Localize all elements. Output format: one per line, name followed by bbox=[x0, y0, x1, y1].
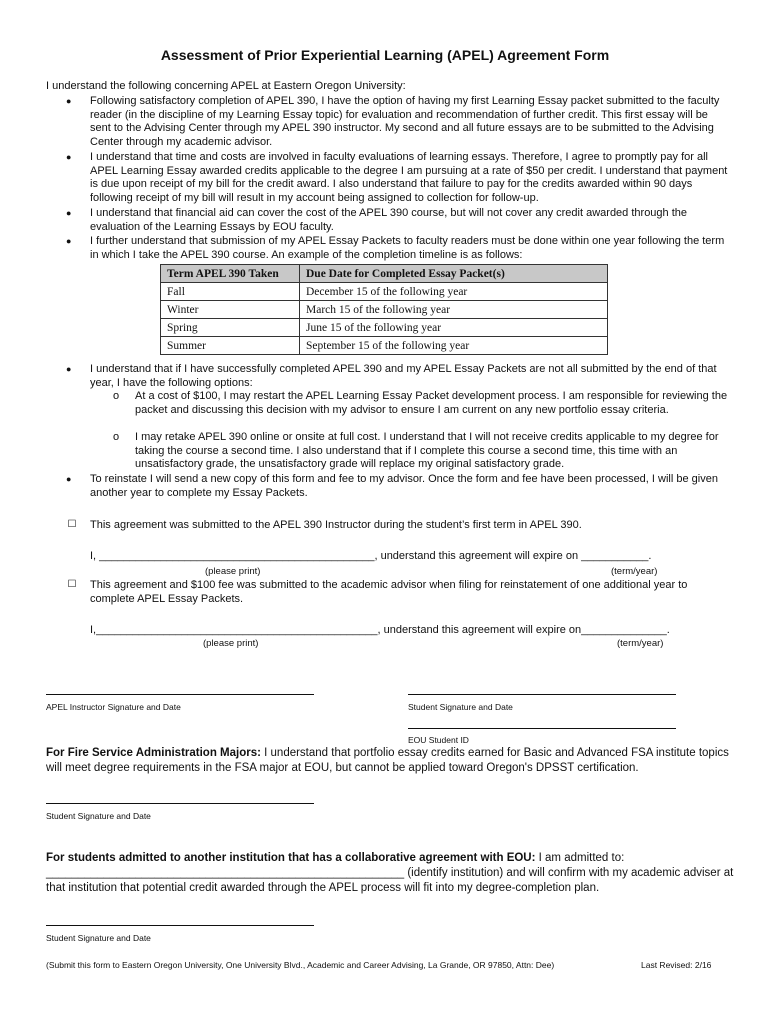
instructor-signature-line[interactable] bbox=[46, 694, 314, 695]
table-row bbox=[161, 319, 608, 337]
instructor-signature-label: APEL Instructor Signature and Date bbox=[46, 702, 181, 712]
fsa-signature-label: Student Signature and Date bbox=[46, 811, 151, 821]
fsa-signature-line[interactable] bbox=[46, 803, 314, 804]
circle-bullet-icon: o bbox=[113, 431, 120, 443]
last-revised: Last Revised: 2/16 bbox=[641, 960, 712, 970]
table-cell: March 15 of the following year bbox=[300, 301, 608, 319]
circle-bullet-icon: o bbox=[113, 390, 120, 402]
table-row bbox=[161, 283, 608, 301]
collab-signature-label: Student Signature and Date bbox=[46, 933, 151, 943]
student-signature-label: Student Signature and Date bbox=[408, 702, 513, 712]
fsa-text: I understand that portfolio essay credits earned for Basic and Advanced FSA institute topics will meet degree requirements in the FSA major at EOU, but cannot be applied toward Oregon's DPSST certification. bbox=[46, 747, 729, 774]
table-cell: September 15 of the following year bbox=[300, 337, 608, 355]
student-id-line[interactable] bbox=[408, 728, 676, 729]
collab-paragraph bbox=[46, 851, 746, 896]
collab-signature-line[interactable] bbox=[46, 925, 314, 926]
table-row bbox=[161, 301, 608, 319]
bullet-text: To reinstate I will send a new copy of this form and fee to my advisor. Once the form and fee have been processed, I will be given another year to complete my Essay Packets. bbox=[90, 473, 718, 499]
agreement-instructor-name-line[interactable]: I, _____________________________________________, understand this agreement will expire on ___________. bbox=[90, 550, 652, 562]
table-cell: December 15 of the following year bbox=[300, 283, 608, 301]
student-signature-line[interactable] bbox=[408, 694, 676, 695]
form-title: Assessment of Prior Experiential Learning (APEL) Agreement Form bbox=[160, 47, 610, 63]
collab-institution-line[interactable]: ________________________________________________________ (identify institution) and will confirm with my academic adviser at that institution that potential credit awarded through the APEL process will fit into my degree-completion plan. bbox=[46, 867, 734, 894]
agreement-reinstatement-checkbox[interactable]: ☐ bbox=[67, 579, 77, 590]
please-print-label: (please print) bbox=[203, 638, 259, 649]
student-id-label: EOU Student ID bbox=[408, 735, 469, 745]
bullet-text: I understand that if I have successfully completed APEL 390 and my APEL Essay Packets are not all submitted by the end of that year, I have the following options: bbox=[90, 363, 717, 389]
sub-option-text: At a cost of $100, I may restart the APEL Learning Essay Packet development process. I am responsible for reviewing the packet and discussing this decision with my advisor to ensure I am current on any new portfolio essay criteria. bbox=[135, 390, 728, 416]
collab-text: I am admitted to: bbox=[535, 852, 625, 864]
fsa-heading: For Fire Service Administration Majors: bbox=[46, 747, 261, 759]
bullet-text: I further understand that submission of my APEL Essay Packets to faculty readers must be done within one year following the term in which I take the APEL 390 course. An example of the completion timeline is as follows: bbox=[90, 235, 725, 261]
bullet-icon: ● bbox=[66, 208, 72, 218]
timeline-table bbox=[160, 264, 608, 355]
bullet-icon: ● bbox=[66, 474, 72, 484]
bullet-text: I understand that time and costs are involved in faculty evaluations of learning essays. Therefore, I agree to promptly pay for all APEL Learning Essay awarded credits applicable to the degree I am pursuing at a rate of $50 per credit. I understand that payment is due upon receipt of my bill for the credit award. I also understand that failure to pay for the credits awarded within 90 days following receipt of my bill will result in my account being assigned to collection for follow-up. bbox=[90, 151, 728, 204]
term-year-label: (term/year) bbox=[617, 638, 664, 649]
table-row bbox=[161, 337, 608, 355]
please-print-label: (please print) bbox=[205, 566, 261, 577]
bullet-icon: ● bbox=[66, 96, 72, 106]
table-cell: June 15 of the following year bbox=[300, 319, 608, 337]
collab-heading: For students admitted to another institution that has a collaborative agreement with EOU: bbox=[46, 852, 536, 864]
fsa-paragraph bbox=[46, 746, 736, 776]
submit-instructions: (Submit this form to Eastern Oregon University, One University Blvd., Academic and Career Advising, La Grande, OR 97850, Attn: Dee) bbox=[46, 960, 555, 970]
table-cell: Fall bbox=[161, 283, 300, 301]
table-cell: Summer bbox=[161, 337, 300, 355]
table-cell: Winter bbox=[161, 301, 300, 319]
bullet-icon: ● bbox=[66, 364, 72, 374]
bullet-icon: ● bbox=[66, 152, 72, 162]
table-cell: Spring bbox=[161, 319, 300, 337]
term-year-label: (term/year) bbox=[611, 566, 658, 577]
agreement-instructor-checkbox[interactable]: ☐ bbox=[67, 519, 77, 530]
bullet-icon: ● bbox=[66, 236, 72, 246]
agreement-reinstatement-name-line[interactable]: I,______________________________________________, understand this agreement will expire on______________. bbox=[90, 624, 670, 636]
sub-option-text: I may retake APEL 390 online or onsite at full cost. I understand that I will not receive credits applicable to my degree for taking the course a second time. I also understand that if I complete this course a second time, this time with an unsatisfactory grade, the unsatisfactory grade will replace my original satisfactory grade. bbox=[135, 431, 719, 470]
agreement-instructor-text: This agreement was submitted to the APEL 390 Instructor during the student’s first term in APEL 390. bbox=[90, 519, 582, 531]
bullet-text: I understand that financial aid can cover the cost of the APEL 390 course, but will not cover any credit awarded through the evaluation of the Learning Essays by EOU faculty. bbox=[90, 207, 688, 233]
bullet-text: Following satisfactory completion of APEL 390, I have the option of having my first Learning Essay packet submitted to the faculty reader (in the discipline of my Learning Essay topic) for evaluation and recommendation of further credit. This first essay will be sent to the Advising Center through my APEL 390 instructor. My second and all future essays are to be submitted to the Advising Center through my academic advisor. bbox=[90, 95, 720, 148]
table-header: Due Date for Completed Essay Packet(s) bbox=[300, 265, 608, 283]
table-header: Term APEL 390 Taken bbox=[161, 265, 300, 283]
intro-text: I understand the following concerning APEL at Eastern Oregon University: bbox=[46, 80, 406, 92]
agreement-reinstatement-text: This agreement and $100 fee was submitted to the academic advisor when filing for reinstatement of one additional year to complete APEL Essay Packets. bbox=[90, 579, 688, 605]
table-header-row bbox=[161, 265, 608, 283]
